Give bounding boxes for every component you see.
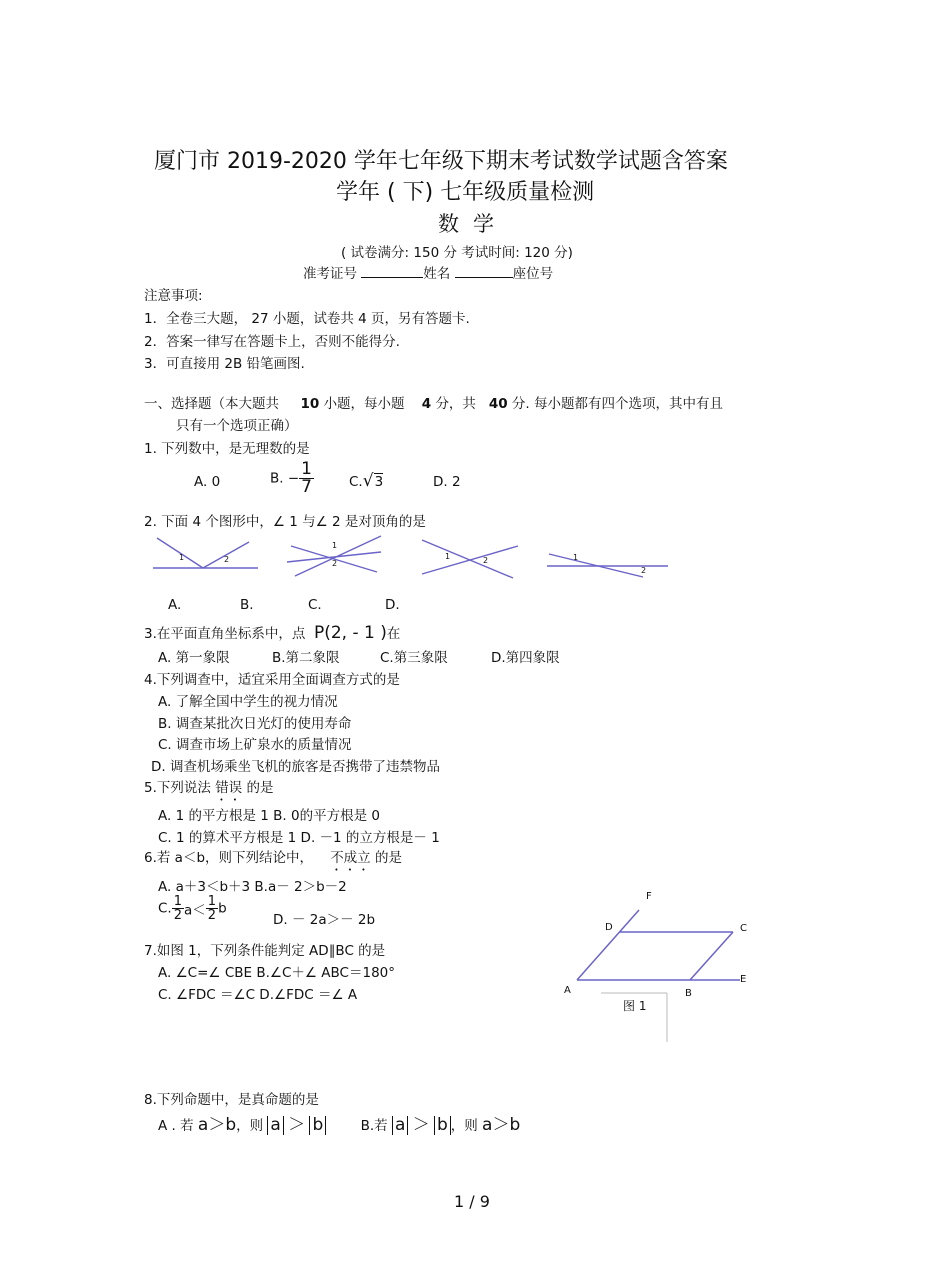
q3-option-c: C.第三象限 — [380, 650, 448, 666]
q8-option-b-text: B.若 — [360, 1118, 388, 1134]
q3-option-d: D.第四象限 — [491, 650, 560, 666]
q1-option-b — [270, 461, 314, 496]
question-1-stem: 1. 下列数中，是无理数的是 — [144, 441, 310, 457]
q5-options-line2: C. 1 的算术平方根是 1 D. －1 的立方根是－ 1 — [158, 830, 440, 846]
greater-than-sign: ＞ — [288, 1115, 306, 1135]
points-total: 40 — [488, 396, 508, 412]
angle-1-label: 1 — [179, 553, 185, 562]
q6-options-line1: A. a＋3＜b＋3 B.a－ 2＞b－2 — [158, 879, 347, 895]
figure-1 — [555, 880, 765, 1045]
name-blank — [455, 265, 513, 278]
question-4-stem: 4.下列调查中，适宜采用全面调查方式的是 — [144, 672, 400, 688]
q7-options-line2: C. ∠FDC ＝∠C D.∠FDC ＝∠ A — [158, 987, 358, 1003]
label-B: B — [685, 988, 692, 999]
fraction-denominator: 2 — [207, 908, 217, 923]
page-number: 1 / 9 — [454, 1192, 490, 1211]
figure-caption: 图 1 — [623, 999, 647, 1013]
q8-option-a — [158, 1110, 520, 1135]
section-heading-line2: 只有一个选项正确） — [176, 418, 298, 434]
question-5-stem — [144, 776, 273, 804]
note-item: 1．全卷三大题， 27 小题，试卷共 4 页，另有答题卡. — [144, 311, 470, 327]
note-item: 2．答案一律写在答题卡上，否则不能得分. — [144, 334, 400, 350]
q1-option-c-prefix: C. — [349, 474, 363, 490]
point-coordinate: P(2, - 1 ) — [313, 623, 387, 643]
fraction-numerator: 1 — [301, 459, 312, 479]
id-label: 准考证号 — [303, 266, 357, 282]
q5-options-line1: A. 1 的平方根是 1 B. 0的平方根是 0 — [158, 808, 380, 824]
exam-info: ( 试卷满分: 150 分 考试时间: 120 分) — [341, 245, 573, 261]
sqrt-symbol: √ — [362, 471, 374, 491]
angle-1-label: 1 — [332, 541, 338, 550]
section-heading-text: 一、选择题（本大题共 — [144, 396, 279, 412]
q6-stem-text: 的是 — [374, 850, 402, 866]
label-A: A — [564, 985, 571, 996]
q6-option-d: D. － 2a＞－ 2b — [273, 912, 376, 928]
absolute-value: b — [434, 1116, 451, 1135]
greater-than-sign: ＞ — [412, 1115, 430, 1135]
label-C: C — [740, 923, 747, 934]
id-blank — [361, 265, 423, 278]
conclusion-expression: a＞b — [482, 1115, 521, 1135]
q2-label-d: D. — [385, 597, 400, 613]
fraction-numerator: 1 — [173, 894, 182, 909]
label-E: E — [740, 974, 747, 985]
angle-2-label: 2 — [641, 566, 647, 575]
section-heading-text: 小题，每小题 — [323, 396, 405, 412]
section-heading-text: 分，共 — [435, 396, 476, 412]
emphasized-word: 不成立 — [330, 850, 371, 866]
fraction-denominator: 7 — [301, 477, 312, 497]
label-D: D — [605, 922, 613, 933]
q5-stem-text: 的是 — [246, 780, 274, 796]
q6-option-c-text: b — [218, 900, 227, 917]
q4-option-d: D. 调查机场乘坐飞机的旅客是否携带了违禁物品 — [151, 759, 440, 775]
angle-1-label: 1 — [445, 552, 451, 561]
fraction-numerator: 1 — [207, 894, 217, 909]
question-6-stem — [144, 846, 402, 874]
question-3-stem — [144, 622, 400, 643]
notes-heading: 注意事项: — [144, 288, 203, 304]
q5-stem-text: 5.下列说法 — [144, 780, 211, 796]
sqrt-radicand: 3 — [374, 474, 384, 490]
q2-label-c: C. — [308, 597, 322, 613]
fraction — [299, 461, 314, 496]
line-AF — [577, 910, 639, 980]
q6-option-c — [158, 895, 227, 922]
q8-option-a-text: ，则 — [236, 1118, 264, 1134]
q7-options-line1: A. ∠C=∠ CBE B.∠C＋∠ ABC＝180° — [158, 965, 396, 981]
angle-2-label: 2 — [224, 555, 230, 564]
page-subtitle: 学年 ( 下) 七年级质量检测 — [336, 180, 595, 205]
q4-option-b: B. 调查某批次日光灯的使用寿命 — [158, 716, 352, 732]
q3-option-b: B.第二象限 — [272, 650, 340, 666]
note-item: 3．可直接用 2B 铅笔画图. — [144, 356, 305, 372]
q2-label-b: B. — [240, 597, 254, 613]
page-title: 厦门市 2019-2020 学年七年级下期末考试数学试题含答案 — [154, 149, 728, 174]
q6-option-c-prefix: C. — [158, 900, 172, 917]
q8-option-a-text: A . 若 — [158, 1118, 194, 1134]
candidate-info-row — [303, 262, 553, 282]
angle-2-label: 2 — [332, 559, 338, 568]
emphasized-word: 错误 — [215, 780, 243, 796]
q1-option-c — [349, 471, 383, 491]
fraction — [172, 895, 184, 922]
q6-stem-text: 6.若 a＜b，则下列结论中， — [144, 850, 314, 866]
question-count: 10 — [300, 396, 320, 412]
q3-stem-text: 3.在平面直角坐标系中，点 — [144, 626, 306, 642]
q1-option-d: D. 2 — [433, 474, 461, 490]
q2-figures — [145, 532, 675, 587]
subject-title: 数学 — [438, 212, 508, 236]
q4-option-c: C. 调查市场上矿泉水的质量情况 — [158, 737, 352, 753]
fraction — [206, 895, 218, 922]
angle-2-label: 2 — [483, 556, 489, 565]
question-2-stem: 2. 下面 4 个图形中，∠ 1 与∠ 2 是对顶角的是 — [144, 514, 426, 530]
q1-option-b-prefix: B. − — [270, 470, 300, 487]
q6-option-c-text: a＜ — [184, 902, 206, 919]
points-each: 4 — [421, 396, 432, 412]
question-8-stem: 8.下列命题中，是真命题的是 — [144, 1092, 319, 1108]
absolute-value: a — [392, 1116, 408, 1135]
q4-option-a: A. 了解全国中学生的视力情况 — [158, 694, 338, 710]
fraction-denominator: 2 — [173, 908, 182, 923]
seat-label: 座位号 — [512, 266, 554, 282]
q3-option-a: A. 第一象限 — [158, 650, 230, 666]
name-label: 姓名 — [423, 266, 451, 282]
section-heading — [144, 392, 723, 412]
q2-label-a: A. — [168, 597, 182, 613]
angle-1-label: 1 — [573, 553, 579, 562]
q3-stem-text: 在 — [386, 626, 401, 642]
segment-CB — [690, 932, 733, 980]
absolute-value: b — [309, 1116, 326, 1135]
label-F: F — [646, 891, 652, 902]
question-7-stem: 7.如图 1，下列条件能判定 AD∥BC 的是 — [144, 943, 386, 959]
q1-option-a: A. 0 — [194, 474, 221, 490]
absolute-value: a — [267, 1116, 283, 1135]
q8-option-b-text: ，则 — [450, 1118, 478, 1134]
condition-expression: a＞b — [197, 1115, 237, 1135]
section-heading-text: 分. 每小题都有四个选项，其中有且 — [511, 396, 723, 412]
